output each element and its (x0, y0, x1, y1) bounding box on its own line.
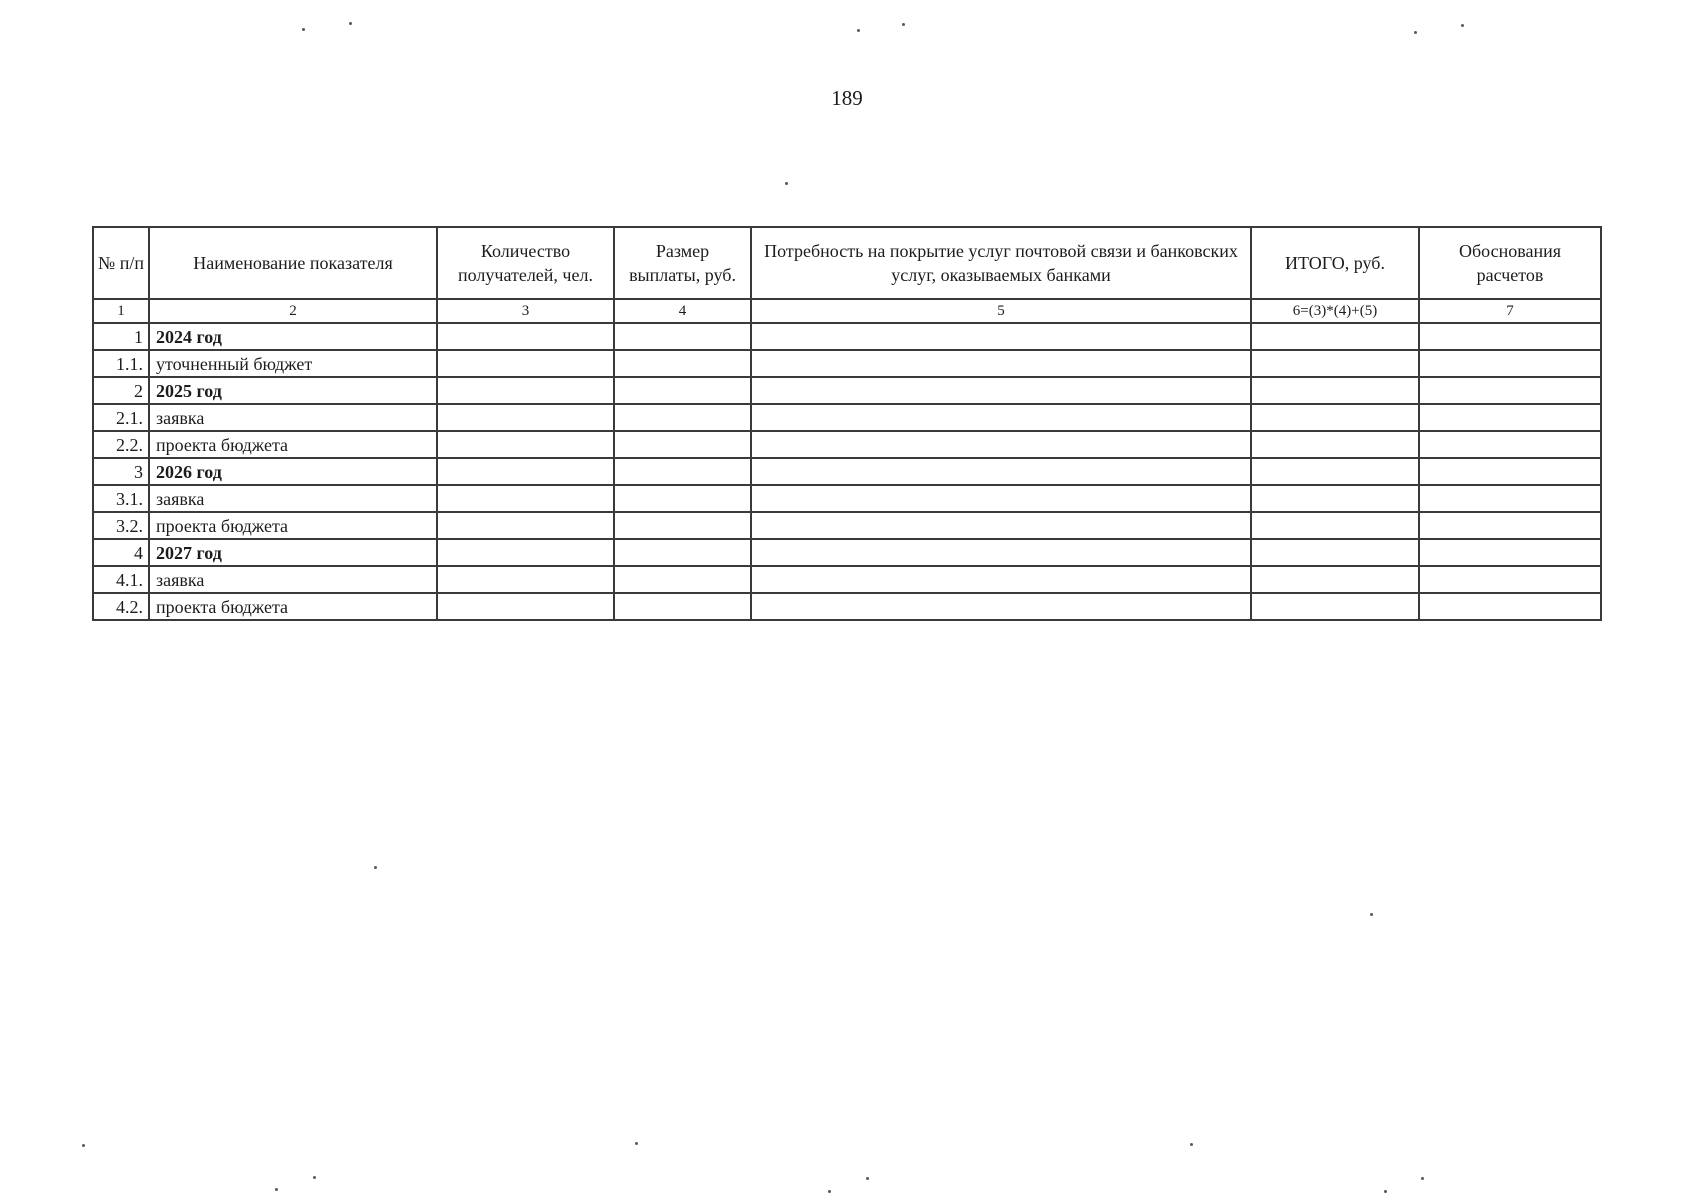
cell-service-costs (751, 566, 1251, 593)
scan-speck (1190, 1143, 1193, 1146)
table-row (93, 593, 1601, 620)
row-number: 2 (93, 377, 149, 404)
cell-total (1251, 566, 1419, 593)
row-number: 3 (93, 458, 149, 485)
row-number: 4.1. (93, 566, 149, 593)
cell-total (1251, 323, 1419, 350)
row-number: 4 (93, 539, 149, 566)
column-number-2: 2 (149, 299, 437, 323)
row-label: уточненный бюджет (149, 350, 437, 377)
cell-payment-amount (614, 458, 751, 485)
cell-justification (1419, 539, 1601, 566)
column-number-4: 4 (614, 299, 751, 323)
cell-justification (1419, 566, 1601, 593)
cell-recipients-count (437, 431, 614, 458)
scan-speck (866, 1177, 869, 1180)
scan-speck (374, 866, 377, 869)
row-label: проекта бюджета (149, 593, 437, 620)
table-row (93, 350, 1601, 377)
cell-payment-amount (614, 593, 751, 620)
column-header-service-costs: Потребность на покрытие услуг почтовой связи и банковских услуг, оказываемых банками (751, 227, 1251, 299)
cell-total (1251, 539, 1419, 566)
cell-total (1251, 377, 1419, 404)
page-number: 189 (831, 86, 863, 110)
table-row (93, 431, 1601, 458)
cell-recipients-count (437, 458, 614, 485)
cell-justification (1419, 377, 1601, 404)
table-body (93, 323, 1601, 620)
scan-speck (302, 28, 305, 31)
scan-speck (349, 22, 352, 25)
scan-speck (1414, 31, 1417, 34)
column-number-1: 1 (93, 299, 149, 323)
row-label: 2026 год (149, 458, 437, 485)
cell-total (1251, 350, 1419, 377)
column-header-indicator-name: Наименование показателя (149, 227, 437, 299)
cell-service-costs (751, 458, 1251, 485)
scan-speck (1370, 913, 1373, 916)
cell-total (1251, 593, 1419, 620)
scan-speck (857, 29, 860, 32)
column-number-6: 6=(3)*(4)+(5) (1251, 299, 1419, 323)
scan-speck (1461, 24, 1464, 27)
table-row (93, 539, 1601, 566)
row-label: заявка (149, 485, 437, 512)
cell-recipients-count (437, 377, 614, 404)
scan-speck (82, 1144, 85, 1147)
cell-recipients-count (437, 350, 614, 377)
cell-payment-amount (614, 566, 751, 593)
cell-recipients-count (437, 539, 614, 566)
row-label: заявка (149, 404, 437, 431)
column-header-justification: Обоснования расчетов (1419, 227, 1601, 299)
table-row (93, 404, 1601, 431)
cell-justification (1419, 593, 1601, 620)
cell-justification (1419, 485, 1601, 512)
cell-total (1251, 404, 1419, 431)
row-label: 2024 год (149, 323, 437, 350)
table-row (93, 485, 1601, 512)
row-number: 2.1. (93, 404, 149, 431)
column-header-number: № п/п (93, 227, 149, 299)
row-label: проекта бюджета (149, 431, 437, 458)
cell-payment-amount (614, 377, 751, 404)
row-number: 2.2. (93, 431, 149, 458)
cell-justification (1419, 512, 1601, 539)
cell-recipients-count (437, 323, 614, 350)
table-row (93, 323, 1601, 350)
table-row (93, 566, 1601, 593)
row-label: заявка (149, 566, 437, 593)
cell-service-costs (751, 323, 1251, 350)
cell-service-costs (751, 404, 1251, 431)
column-number-7: 7 (1419, 299, 1601, 323)
cell-recipients-count (437, 566, 614, 593)
cell-payment-amount (614, 350, 751, 377)
cell-service-costs (751, 512, 1251, 539)
row-number: 3.2. (93, 512, 149, 539)
row-label: 2025 год (149, 377, 437, 404)
scan-speck (785, 182, 788, 185)
cell-recipients-count (437, 512, 614, 539)
cell-recipients-count (437, 485, 614, 512)
cell-payment-amount (614, 512, 751, 539)
scan-speck (1421, 1177, 1424, 1180)
table-header-row (93, 227, 1601, 299)
scan-speck (313, 1176, 316, 1179)
column-header-recipients-count: Количество получателей, чел. (437, 227, 614, 299)
cell-recipients-count (437, 404, 614, 431)
column-number-3: 3 (437, 299, 614, 323)
cell-payment-amount (614, 539, 751, 566)
row-number: 3.1. (93, 485, 149, 512)
cell-service-costs (751, 431, 1251, 458)
cell-payment-amount (614, 323, 751, 350)
cell-total (1251, 458, 1419, 485)
budget-calculation-table (92, 226, 1602, 621)
row-number: 1 (93, 323, 149, 350)
row-label: проекта бюджета (149, 512, 437, 539)
column-header-total: ИТОГО, руб. (1251, 227, 1419, 299)
cell-justification (1419, 431, 1601, 458)
scan-speck (275, 1188, 278, 1191)
scan-speck (635, 1142, 638, 1145)
cell-total (1251, 512, 1419, 539)
cell-payment-amount (614, 485, 751, 512)
table-row (93, 458, 1601, 485)
cell-total (1251, 431, 1419, 458)
cell-service-costs (751, 539, 1251, 566)
cell-payment-amount (614, 431, 751, 458)
cell-justification (1419, 458, 1601, 485)
column-numbers-row (93, 299, 1601, 323)
cell-service-costs (751, 485, 1251, 512)
cell-payment-amount (614, 404, 751, 431)
cell-justification (1419, 350, 1601, 377)
cell-service-costs (751, 593, 1251, 620)
column-header-payment-amount: Размер выплаты, руб. (614, 227, 751, 299)
row-number: 4.2. (93, 593, 149, 620)
cell-total (1251, 485, 1419, 512)
row-label: 2027 год (149, 539, 437, 566)
table-row (93, 512, 1601, 539)
cell-service-costs (751, 377, 1251, 404)
cell-recipients-count (437, 593, 614, 620)
scan-speck (828, 1190, 831, 1193)
scan-speck (1384, 1190, 1387, 1193)
scan-speck (902, 23, 905, 26)
column-number-5: 5 (751, 299, 1251, 323)
table-row (93, 377, 1601, 404)
row-number: 1.1. (93, 350, 149, 377)
cell-justification (1419, 323, 1601, 350)
cell-justification (1419, 404, 1601, 431)
cell-service-costs (751, 350, 1251, 377)
